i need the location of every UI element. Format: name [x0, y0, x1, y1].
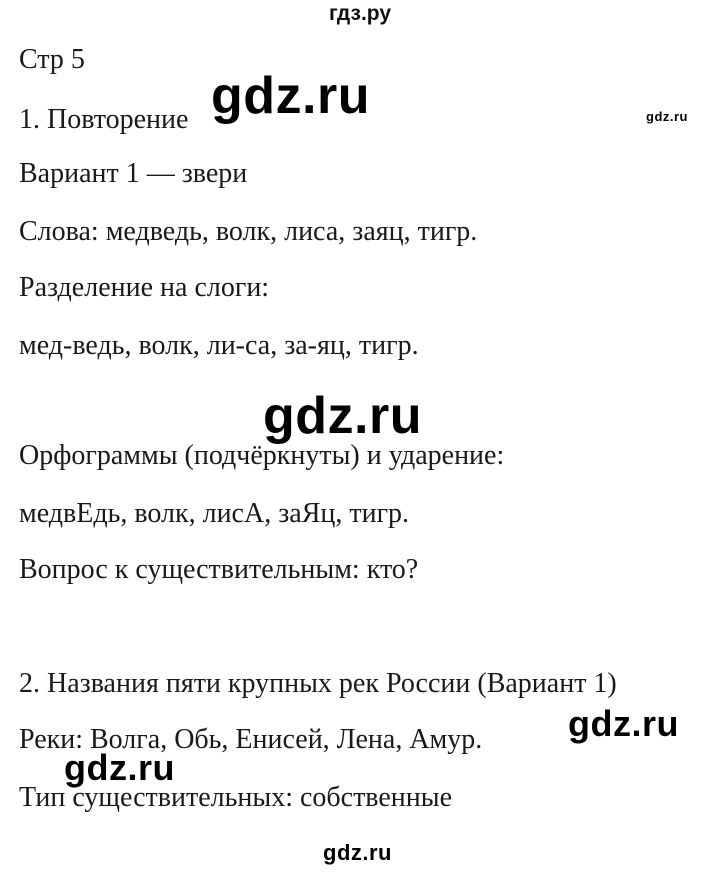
orthograms-heading: Орфограммы (подчёркнуты) и ударение:: [19, 440, 505, 471]
section-2-heading: 2. Названия пяти крупных рек России (Вариант 1): [19, 668, 617, 699]
syllables-heading: Разделение на слоги:: [19, 272, 270, 303]
watermark-bottom-small: gdz.ru: [323, 840, 392, 865]
watermark-right-medium: gdz.ru: [568, 703, 679, 744]
section-1-heading: 1. Повторение: [19, 104, 189, 135]
watermark-left-medium: gdz.ru: [64, 747, 175, 788]
question-line: Вопрос к существительным: кто?: [19, 554, 419, 585]
watermark-top-right-small: gdz.ru: [646, 109, 688, 124]
site-header: гдз.ру: [328, 2, 392, 25]
rivers-line: Реки: Волга, Обь, Енисей, Лена, Амур.: [19, 724, 483, 755]
orthograms-line: медвЕдь, волк, лисА, заЯц, тигр.: [19, 498, 410, 529]
watermark-top-large: gdz.ru: [211, 67, 370, 125]
syllables-line: мед-ведь, волк, ли-са, за-яц, тигр.: [19, 330, 419, 361]
watermark-middle-large: gdz.ru: [263, 387, 422, 445]
page-number: Стр 5: [19, 44, 85, 75]
words-line: Слова: медведь, волк, лиса, заяц, тигр.: [19, 216, 478, 247]
variant-line: Вариант 1 — звери: [19, 158, 248, 189]
noun-type-line: Тип существительных: собственные: [19, 782, 453, 813]
